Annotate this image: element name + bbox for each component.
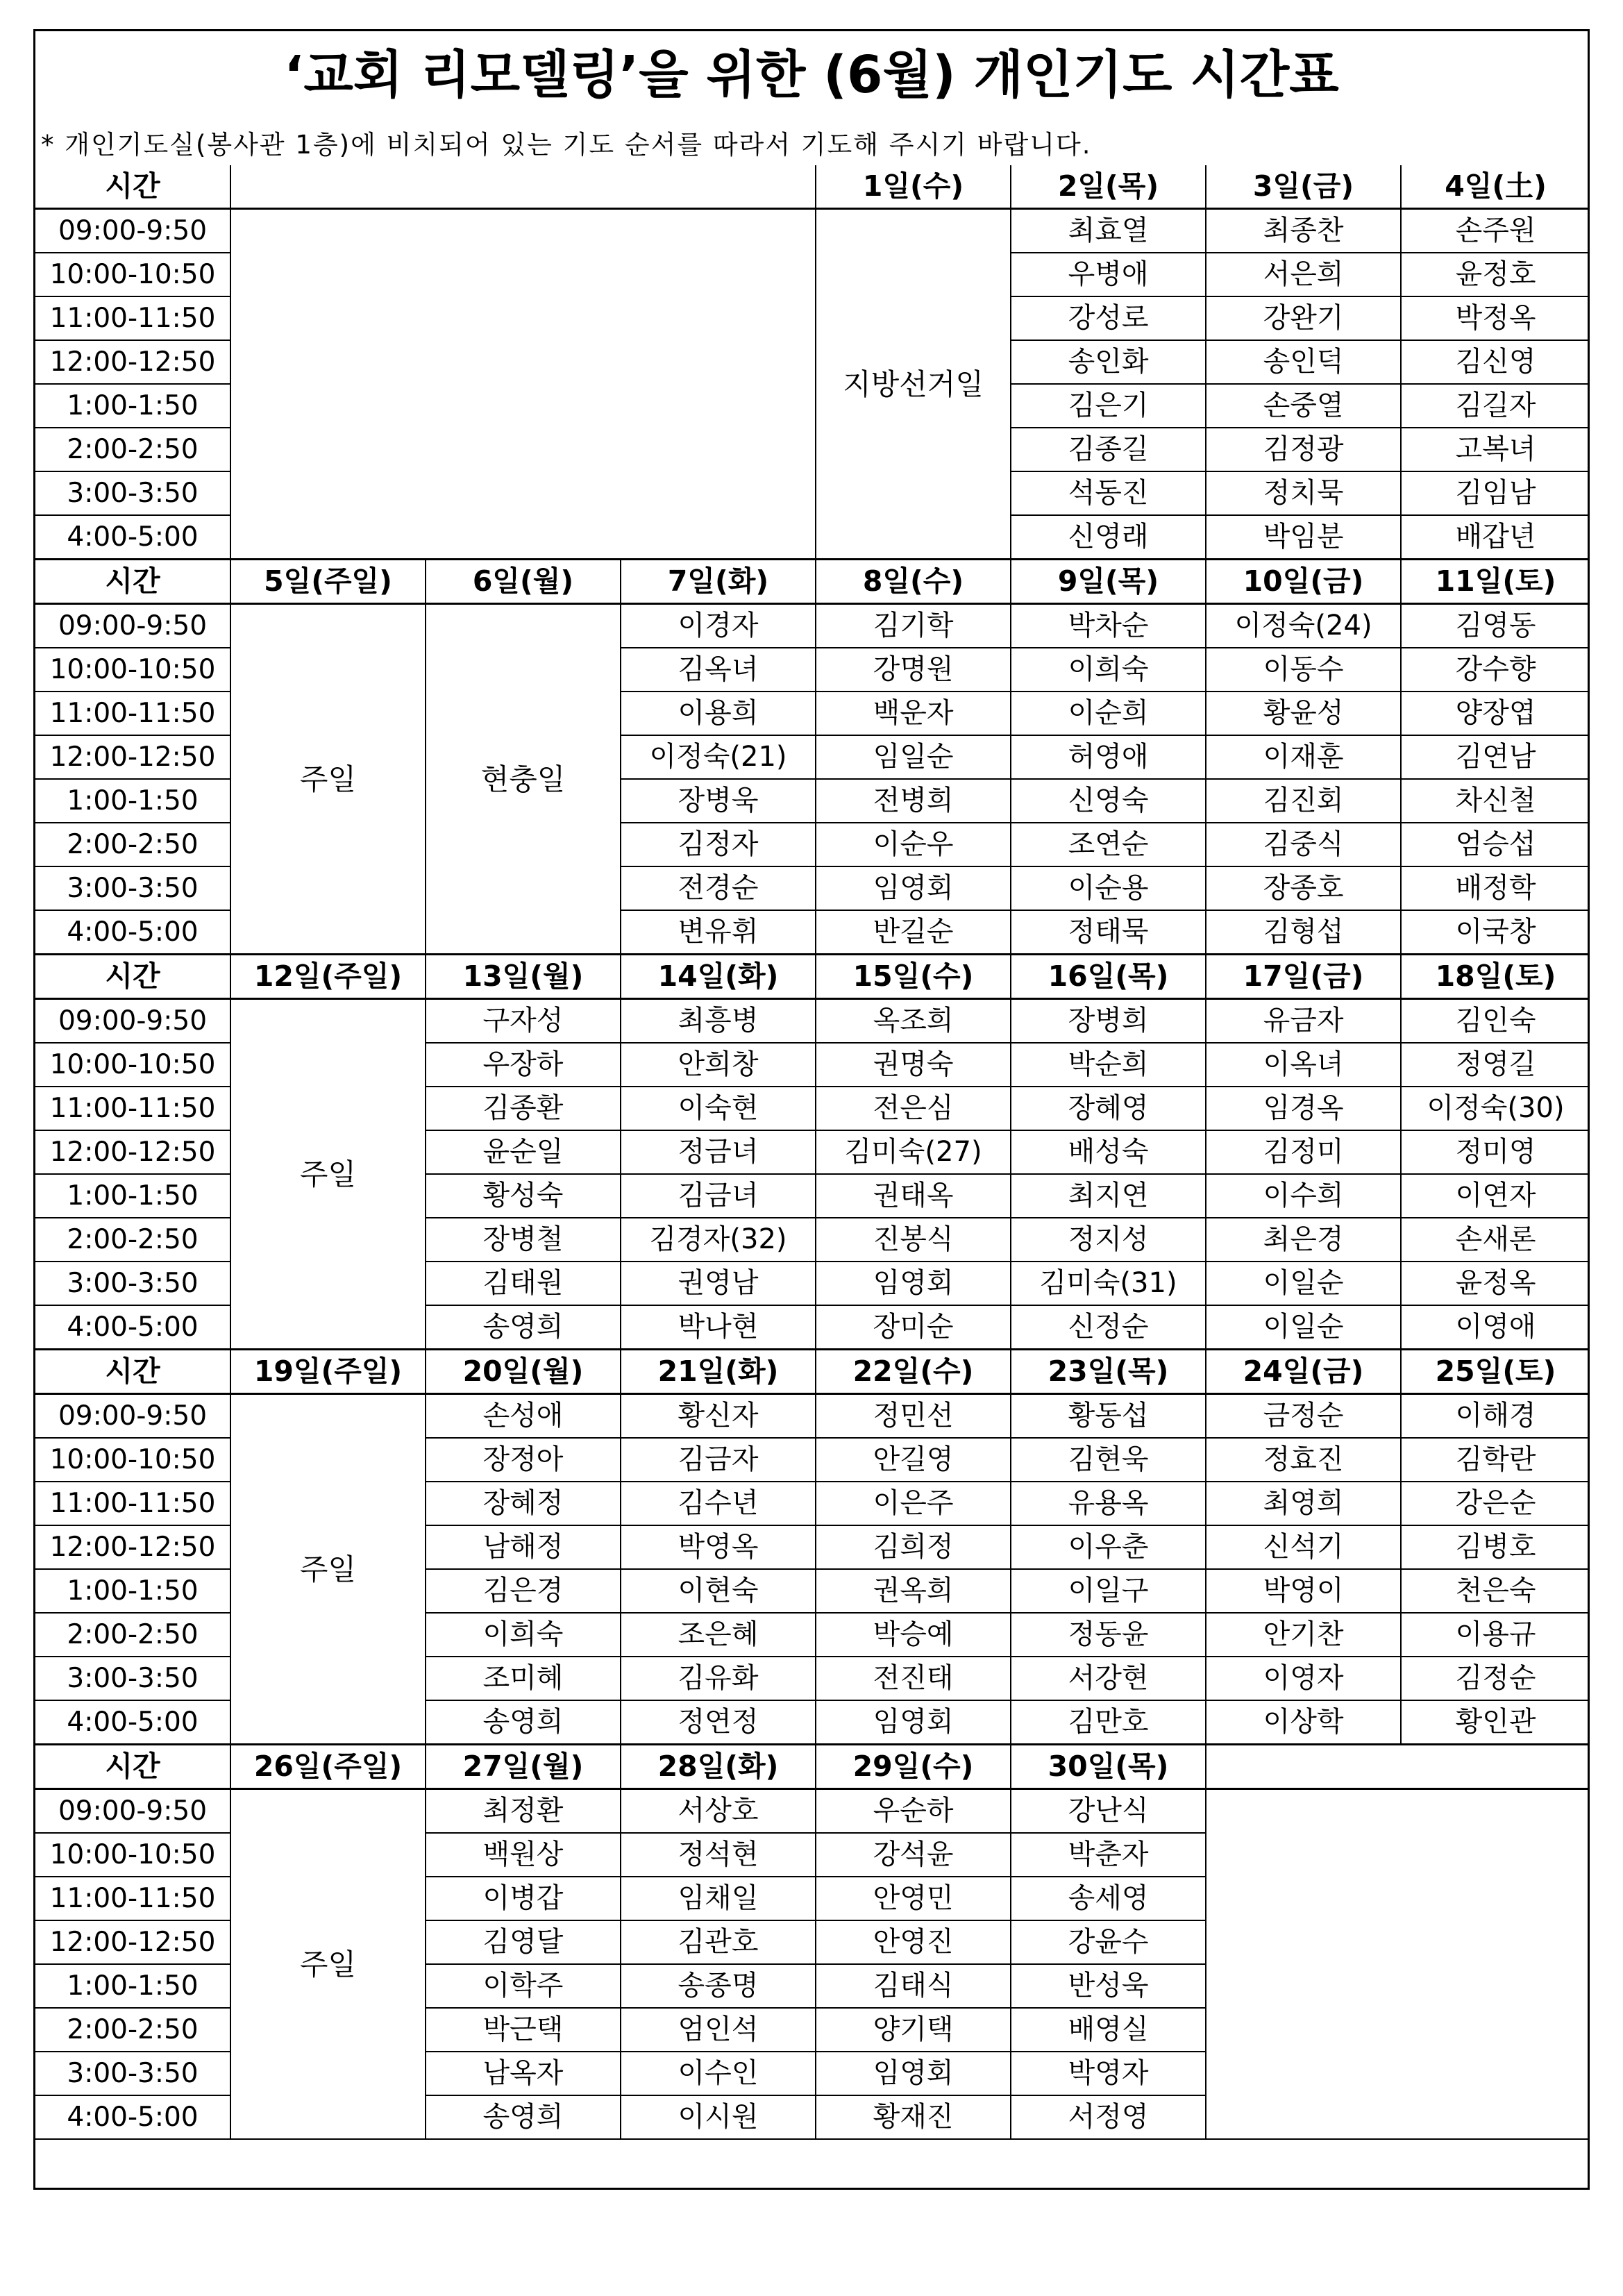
prayer-schedule-table [35,165,1590,2140]
prayer-name-cell: 김신영 [1401,340,1590,384]
prayer-name-cell: 김학란 [1401,1438,1590,1482]
prayer-name-cell: 이학주 [426,1964,621,2008]
instruction-note: * 개인기도실(봉사관 1층)에 비치되어 있는 기도 순서를 따라서 기도해 주시기 바랍니다. [41,130,1092,160]
prayer-name-cell: 권태옥 [816,1174,1011,1218]
time-slot-label: 3:00-3:50 [35,1657,230,1700]
day-header: 24일(금) [1206,1350,1401,1394]
prayer-name-cell: 강은순 [1401,1482,1590,1525]
prayer-name-cell: 최종찬 [1206,209,1401,253]
prayer-name-cell: 박승예 [816,1613,1011,1657]
day-off-label: 현충일 [426,604,621,955]
prayer-name-cell: 김연남 [1401,735,1590,779]
prayer-name-cell: 권옥희 [816,1569,1011,1613]
time-slot-label: 4:00-5:00 [35,1305,230,1350]
time-slot-label: 1:00-1:50 [35,1174,230,1218]
day-off-label: 주일 [230,1789,426,2140]
time-slot-label: 2:00-2:50 [35,428,230,471]
prayer-name-cell: 최영희 [1206,1482,1401,1525]
prayer-name-cell: 김유화 [621,1657,816,1700]
prayer-name-cell: 전병희 [816,779,1011,823]
prayer-name-cell: 임영회 [816,2052,1011,2095]
day-header: 23일(목) [1011,1350,1206,1394]
prayer-name-cell: 장혜영 [1011,1087,1206,1130]
prayer-name-cell: 이순우 [816,823,1011,866]
prayer-name-cell: 김경자(32) [621,1218,816,1262]
prayer-name-cell: 이순희 [1011,692,1206,735]
prayer-name-cell: 강명원 [816,648,1011,692]
prayer-name-cell: 구자성 [426,999,621,1044]
day-header: 15일(수) [816,955,1011,999]
time-slot-label: 3:00-3:50 [35,471,230,515]
prayer-name-cell: 김형섭 [1206,910,1401,955]
day-header: 4일(土) [1401,165,1590,209]
day-header: 13일(월) [426,955,621,999]
prayer-name-cell: 이용규 [1401,1613,1590,1657]
prayer-name-cell: 배영실 [1011,2008,1206,2052]
prayer-name-cell: 옥조희 [816,999,1011,1044]
prayer-name-cell: 배정학 [1401,866,1590,910]
prayer-name-cell: 강윤수 [1011,1920,1206,1964]
day-header: 11일(토) [1401,560,1590,604]
blank-area [1206,1789,1590,2140]
week-header-row [35,955,1590,999]
day-header: 12일(주일) [230,955,426,999]
time-slot-label: 3:00-3:50 [35,1262,230,1305]
day-header: 1일(수) [816,165,1011,209]
prayer-name-cell: 황재진 [816,2095,1011,2139]
blank-area [230,209,816,560]
page-title: ‘교회 리모델링’을 위한 (6월) 개인기도 시간표 [284,45,1339,105]
prayer-name-cell: 김진회 [1206,779,1401,823]
prayer-name-cell: 김은경 [426,1569,621,1613]
prayer-name-cell: 전경순 [621,866,816,910]
prayer-name-cell: 임채일 [621,1877,816,1920]
prayer-name-cell: 최지연 [1011,1174,1206,1218]
prayer-name-cell: 정태묵 [1011,910,1206,955]
prayer-name-cell: 강석윤 [816,1833,1011,1877]
day-header: 9일(목) [1011,560,1206,604]
prayer-name-cell: 정금녀 [621,1130,816,1174]
prayer-name-cell: 조미혜 [426,1657,621,1700]
prayer-name-cell: 윤정호 [1401,253,1590,296]
time-slot-label: 11:00-11:50 [35,1087,230,1130]
prayer-name-cell: 이국창 [1401,910,1590,955]
time-slot-label: 4:00-5:00 [35,1700,230,1745]
prayer-name-cell: 김인숙 [1401,999,1590,1044]
time-slot-label: 1:00-1:50 [35,384,230,428]
time-column-header: 시간 [35,955,230,999]
time-slot-row [35,999,1590,1044]
prayer-name-cell: 배성숙 [1011,1130,1206,1174]
prayer-name-cell: 최흥병 [621,999,816,1044]
time-slot-label: 4:00-5:00 [35,515,230,560]
prayer-name-cell: 서정영 [1011,2095,1206,2139]
prayer-name-cell: 이정숙(30) [1401,1087,1590,1130]
prayer-name-cell: 김영동 [1401,604,1590,648]
time-slot-label: 10:00-10:50 [35,1438,230,1482]
time-slot-label: 11:00-11:50 [35,1482,230,1525]
prayer-name-cell: 임영회 [816,1262,1011,1305]
day-header: 26일(주일) [230,1745,426,1789]
prayer-name-cell: 최은경 [1206,1218,1401,1262]
prayer-name-cell: 김미숙(27) [816,1130,1011,1174]
prayer-name-cell: 정치묵 [1206,471,1401,515]
prayer-name-cell: 손새론 [1401,1218,1590,1262]
prayer-name-cell: 임경옥 [1206,1087,1401,1130]
day-header: 21일(화) [621,1350,816,1394]
prayer-name-cell: 이희숙 [426,1613,621,1657]
prayer-name-cell: 김미숙(31) [1011,1262,1206,1305]
prayer-name-cell: 황윤성 [1206,692,1401,735]
prayer-name-cell: 엄승섭 [1401,823,1590,866]
prayer-name-cell: 고복녀 [1401,428,1590,471]
prayer-name-cell: 송세영 [1011,1877,1206,1920]
prayer-name-cell: 이수희 [1206,1174,1401,1218]
prayer-name-cell: 강난식 [1011,1789,1206,1834]
prayer-name-cell: 배갑년 [1401,515,1590,560]
prayer-name-cell: 황성숙 [426,1174,621,1218]
prayer-name-cell: 정연정 [621,1700,816,1745]
prayer-name-cell: 박정옥 [1401,296,1590,340]
prayer-name-cell: 권영남 [621,1262,816,1305]
day-header: 6일(월) [426,560,621,604]
prayer-name-cell: 김정자 [621,823,816,866]
day-off-label: 주일 [230,1394,426,1745]
prayer-name-cell: 최정환 [426,1789,621,1834]
prayer-name-cell: 장혜정 [426,1482,621,1525]
prayer-name-cell: 김태원 [426,1262,621,1305]
prayer-name-cell: 박영이 [1206,1569,1401,1613]
prayer-name-cell: 강성로 [1011,296,1206,340]
prayer-name-cell: 김길자 [1401,384,1590,428]
prayer-name-cell: 이일순 [1206,1305,1401,1350]
prayer-name-cell: 이연자 [1401,1174,1590,1218]
prayer-name-cell: 이순용 [1011,866,1206,910]
prayer-name-cell: 정미영 [1401,1130,1590,1174]
prayer-name-cell: 신영숙 [1011,779,1206,823]
prayer-name-cell: 안기찬 [1206,1613,1401,1657]
prayer-name-cell: 정민선 [816,1394,1011,1439]
schedule-sheet [33,29,1590,2190]
prayer-name-cell: 이시원 [621,2095,816,2139]
prayer-name-cell: 임영회 [816,1700,1011,1745]
prayer-name-cell: 김만호 [1011,1700,1206,1745]
time-slot-label: 11:00-11:50 [35,296,230,340]
prayer-name-cell: 장병욱 [621,779,816,823]
prayer-name-cell: 양기택 [816,2008,1011,2052]
prayer-name-cell: 변유휘 [621,910,816,955]
prayer-name-cell: 김정광 [1206,428,1401,471]
prayer-name-cell: 남해정 [426,1525,621,1569]
prayer-name-cell: 장종호 [1206,866,1401,910]
day-header: 14일(화) [621,955,816,999]
prayer-name-cell: 석동진 [1011,471,1206,515]
prayer-name-cell: 장병희 [1011,999,1206,1044]
prayer-name-cell: 황신자 [621,1394,816,1439]
prayer-name-cell: 송영희 [426,1305,621,1350]
prayer-name-cell: 정석현 [621,1833,816,1877]
prayer-name-cell: 남옥자 [426,2052,621,2095]
day-header: 17일(금) [1206,955,1401,999]
time-slot-label: 10:00-10:50 [35,648,230,692]
time-slot-label: 10:00-10:50 [35,253,230,296]
prayer-name-cell: 최효열 [1011,209,1206,253]
prayer-name-cell: 김종길 [1011,428,1206,471]
prayer-name-cell: 박나현 [621,1305,816,1350]
prayer-name-cell: 정효진 [1206,1438,1401,1482]
prayer-name-cell: 이은주 [816,1482,1011,1525]
time-slot-label: 1:00-1:50 [35,779,230,823]
prayer-name-cell: 임일순 [816,735,1011,779]
day-header: 16일(목) [1011,955,1206,999]
prayer-name-cell: 이희숙 [1011,648,1206,692]
prayer-name-cell: 유용옥 [1011,1482,1206,1525]
prayer-name-cell: 강수향 [1401,648,1590,692]
prayer-name-cell: 이동수 [1206,648,1401,692]
day-header: 20일(월) [426,1350,621,1394]
time-slot-label: 09:00-9:50 [35,999,230,1044]
prayer-name-cell: 안희창 [621,1043,816,1087]
prayer-name-cell: 금정순 [1206,1394,1401,1439]
week-header-row [35,1350,1590,1394]
prayer-name-cell: 김정순 [1401,1657,1590,1700]
prayer-name-cell: 조은혜 [621,1613,816,1657]
time-slot-label: 09:00-9:50 [35,1789,230,1834]
time-slot-row [35,1394,1590,1439]
prayer-name-cell: 정동윤 [1011,1613,1206,1657]
day-header: 25일(토) [1401,1350,1590,1394]
prayer-name-cell: 유금자 [1206,999,1401,1044]
prayer-name-cell: 신정순 [1011,1305,1206,1350]
time-slot-label: 10:00-10:50 [35,1833,230,1877]
prayer-name-cell: 우병애 [1011,253,1206,296]
prayer-name-cell: 천은숙 [1401,1569,1590,1613]
prayer-name-cell: 신영래 [1011,515,1206,560]
day-header: 30일(목) [1011,1745,1206,1789]
prayer-name-cell: 진봉식 [816,1218,1011,1262]
prayer-name-cell: 정영길 [1401,1043,1590,1087]
time-slot-label: 09:00-9:50 [35,1394,230,1439]
blank-header-cell [1206,1745,1590,1789]
prayer-name-cell: 김금녀 [621,1174,816,1218]
week-header-row [35,560,1590,604]
time-column-header: 시간 [35,560,230,604]
time-slot-row [35,209,1590,253]
prayer-name-cell: 이숙현 [621,1087,816,1130]
prayer-name-cell: 엄인석 [621,2008,816,2052]
prayer-name-cell: 윤정옥 [1401,1262,1590,1305]
prayer-name-cell: 김병호 [1401,1525,1590,1569]
prayer-name-cell: 이수인 [621,2052,816,2095]
blank-header-cell [230,165,816,209]
prayer-name-cell: 안영진 [816,1920,1011,1964]
prayer-name-cell: 서강현 [1011,1657,1206,1700]
prayer-name-cell: 차신철 [1401,779,1590,823]
day-header: 27일(월) [426,1745,621,1789]
prayer-name-cell: 우순하 [816,1789,1011,1834]
prayer-name-cell: 손성애 [426,1394,621,1439]
prayer-name-cell: 손중열 [1206,384,1401,428]
time-slot-label: 4:00-5:00 [35,2095,230,2139]
prayer-name-cell: 김옥녀 [621,648,816,692]
time-slot-label: 12:00-12:50 [35,340,230,384]
day-off-label: 지방선거일 [816,209,1011,560]
time-slot-label: 1:00-1:50 [35,1964,230,2008]
prayer-name-cell: 손주원 [1401,209,1590,253]
prayer-name-cell: 반성욱 [1011,1964,1206,2008]
time-slot-label: 2:00-2:50 [35,823,230,866]
time-slot-label: 12:00-12:50 [35,1130,230,1174]
time-column-header: 시간 [35,1745,230,1789]
prayer-name-cell: 이상학 [1206,1700,1401,1745]
prayer-name-cell: 이경자 [621,604,816,648]
prayer-name-cell: 황인관 [1401,1700,1590,1745]
prayer-name-cell: 전은심 [816,1087,1011,1130]
prayer-name-cell: 윤순일 [426,1130,621,1174]
prayer-name-cell: 박영옥 [621,1525,816,1569]
prayer-name-cell: 김수년 [621,1482,816,1525]
prayer-name-cell: 임영회 [816,866,1011,910]
time-slot-label: 11:00-11:50 [35,1877,230,1920]
prayer-name-cell: 장미순 [816,1305,1011,1350]
week-header-row [35,165,1590,209]
prayer-name-cell: 장병철 [426,1218,621,1262]
prayer-name-cell: 박춘자 [1011,1833,1206,1877]
prayer-name-cell: 박순희 [1011,1043,1206,1087]
prayer-name-cell: 안영민 [816,1877,1011,1920]
prayer-name-cell: 안길영 [816,1438,1011,1482]
time-slot-label: 09:00-9:50 [35,604,230,648]
prayer-name-cell: 이일순 [1206,1262,1401,1305]
prayer-name-cell: 이우춘 [1011,1525,1206,1569]
prayer-name-cell: 신석기 [1206,1525,1401,1569]
prayer-name-cell: 이정숙(21) [621,735,816,779]
prayer-name-cell: 김희정 [816,1525,1011,1569]
prayer-name-cell: 이용희 [621,692,816,735]
prayer-name-cell: 정지성 [1011,1218,1206,1262]
prayer-name-cell: 이해경 [1401,1394,1590,1439]
prayer-name-cell: 허영애 [1011,735,1206,779]
prayer-name-cell: 이정숙(24) [1206,604,1401,648]
day-header: 28일(화) [621,1745,816,1789]
day-header: 22일(수) [816,1350,1011,1394]
prayer-name-cell: 송인덕 [1206,340,1401,384]
prayer-name-cell: 김중식 [1206,823,1401,866]
time-slot-label: 12:00-12:50 [35,735,230,779]
prayer-name-cell: 권명숙 [816,1043,1011,1087]
prayer-name-cell: 송영희 [426,2095,621,2139]
time-slot-row [35,1789,1590,1834]
prayer-name-cell: 김정미 [1206,1130,1401,1174]
prayer-name-cell: 박근택 [426,2008,621,2052]
day-off-label: 주일 [230,604,426,955]
time-slot-label: 11:00-11:50 [35,692,230,735]
day-header: 29일(수) [816,1745,1011,1789]
prayer-name-cell: 송인화 [1011,340,1206,384]
time-slot-row [35,604,1590,648]
prayer-name-cell: 김은기 [1011,384,1206,428]
day-header: 5일(주일) [230,560,426,604]
prayer-name-cell: 백운자 [816,692,1011,735]
prayer-name-cell: 강완기 [1206,296,1401,340]
time-slot-label: 2:00-2:50 [35,1613,230,1657]
prayer-name-cell: 반길순 [816,910,1011,955]
time-slot-label: 12:00-12:50 [35,1525,230,1569]
prayer-name-cell: 송종명 [621,1964,816,2008]
prayer-name-cell: 이일구 [1011,1569,1206,1613]
day-off-label: 주일 [230,999,426,1350]
prayer-name-cell: 서은희 [1206,253,1401,296]
prayer-name-cell: 우장하 [426,1043,621,1087]
prayer-name-cell: 박임분 [1206,515,1401,560]
prayer-name-cell: 김기학 [816,604,1011,648]
time-slot-label: 3:00-3:50 [35,866,230,910]
time-slot-label: 2:00-2:50 [35,2008,230,2052]
prayer-name-cell: 김금자 [621,1438,816,1482]
prayer-name-cell: 송영희 [426,1700,621,1745]
prayer-name-cell: 이영애 [1401,1305,1590,1350]
prayer-name-cell: 전진태 [816,1657,1011,1700]
day-header: 18일(토) [1401,955,1590,999]
prayer-name-cell: 김종환 [426,1087,621,1130]
prayer-name-cell: 박차순 [1011,604,1206,648]
prayer-name-cell: 조연순 [1011,823,1206,866]
prayer-name-cell: 백원상 [426,1833,621,1877]
time-slot-label: 1:00-1:50 [35,1569,230,1613]
prayer-name-cell: 양장엽 [1401,692,1590,735]
time-slot-label: 3:00-3:50 [35,2052,230,2095]
time-column-header: 시간 [35,1350,230,1394]
prayer-name-cell: 김현욱 [1011,1438,1206,1482]
prayer-name-cell: 박영자 [1011,2052,1206,2095]
prayer-name-cell: 김태식 [816,1964,1011,2008]
time-slot-label: 12:00-12:50 [35,1920,230,1964]
day-header: 7일(화) [621,560,816,604]
day-header: 10일(금) [1206,560,1401,604]
prayer-name-cell: 황동섭 [1011,1394,1206,1439]
day-header: 3일(금) [1206,165,1401,209]
prayer-name-cell: 김임남 [1401,471,1590,515]
prayer-name-cell: 이영자 [1206,1657,1401,1700]
prayer-name-cell: 이병갑 [426,1877,621,1920]
prayer-name-cell: 서상호 [621,1789,816,1834]
prayer-name-cell: 이옥녀 [1206,1043,1401,1087]
time-slot-label: 10:00-10:50 [35,1043,230,1087]
week-header-row [35,1745,1590,1789]
time-slot-label: 4:00-5:00 [35,910,230,955]
time-slot-label: 2:00-2:50 [35,1218,230,1262]
time-slot-label: 09:00-9:50 [35,209,230,253]
prayer-name-cell: 이재훈 [1206,735,1401,779]
day-header: 19일(주일) [230,1350,426,1394]
time-column-header: 시간 [35,165,230,209]
prayer-name-cell: 김관호 [621,1920,816,1964]
prayer-name-cell: 장정아 [426,1438,621,1482]
prayer-name-cell: 이현숙 [621,1569,816,1613]
prayer-name-cell: 김영달 [426,1920,621,1964]
day-header: 8일(수) [816,560,1011,604]
day-header: 2일(목) [1011,165,1206,209]
